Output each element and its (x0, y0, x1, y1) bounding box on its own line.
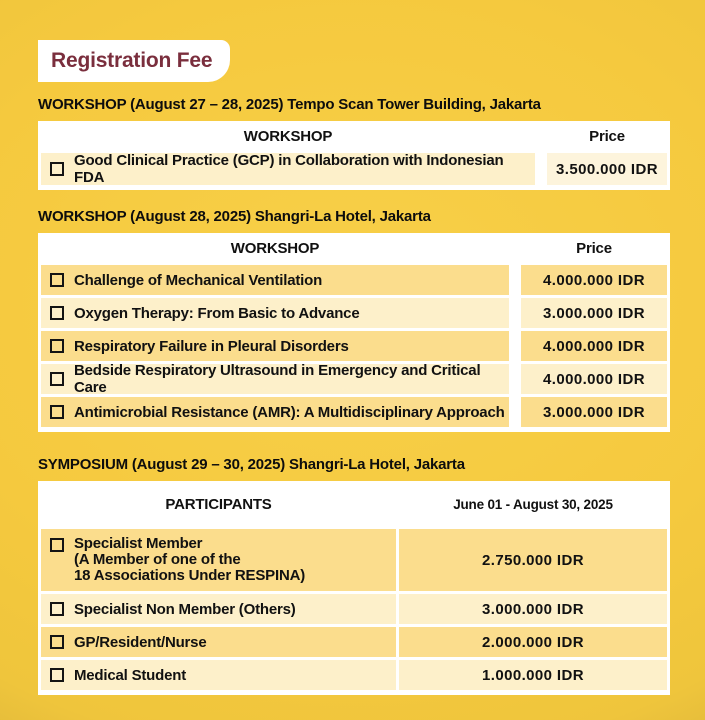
table-row (41, 298, 667, 328)
workshop-label: Good Clinical Practice (GCP) in Collaboration with Indonesian FDA (74, 152, 504, 186)
participant-label-line2: (A Member of one of the (74, 551, 241, 568)
section-workshop-shangrila (38, 208, 670, 432)
row-checkbox[interactable] (50, 273, 64, 287)
row-checkbox[interactable] (50, 635, 64, 649)
column-header-workshop: WORKSHOP (230, 239, 320, 257)
row-checkbox[interactable] (50, 339, 64, 353)
table-header-row (41, 121, 667, 151)
workshop-name-cell (41, 265, 509, 295)
row-checkbox[interactable] (50, 162, 64, 176)
price-cell: 3.000.000 IDR (399, 594, 667, 624)
section-heading: WORKSHOP (August 28, 2025) Shangri-La Hotel, Jakarta (38, 208, 431, 225)
table-header-row (41, 481, 667, 527)
workshop-shangrila-table (38, 233, 670, 432)
price-cell: 1.000.000 IDR (399, 660, 667, 690)
table-row (41, 529, 667, 591)
row-checkbox[interactable] (50, 668, 64, 682)
workshop-label: Antimicrobial Resistance (AMR): A Multidisciplinary Approach (74, 403, 505, 421)
column-divider (509, 364, 521, 394)
page-title-box (38, 40, 230, 82)
workshop-tempo-scan-table (38, 121, 670, 190)
column-header-price: Price (589, 127, 625, 145)
table-row (41, 331, 667, 361)
symposium-table (38, 481, 670, 695)
row-checkbox[interactable] (50, 538, 64, 552)
participant-name-cell (41, 529, 396, 591)
column-header-workshop: WORKSHOP (243, 127, 333, 145)
participant-label-line3: 18 Associations Under RESPINA) (74, 567, 306, 584)
table-row (41, 397, 667, 427)
price-cell: 4.000.000 IDR (521, 364, 667, 394)
price-cell: 3.000.000 IDR (521, 397, 667, 427)
section-heading: WORKSHOP (August 27 – 28, 2025) Tempo Scan Tower Building, Jakarta (38, 96, 541, 113)
table-row (41, 660, 667, 690)
participant-name-cell (41, 594, 396, 624)
row-checkbox[interactable] (50, 602, 64, 616)
participant-name-cell (41, 627, 396, 657)
table-row (41, 364, 667, 394)
participant-name-cell (41, 660, 396, 690)
column-divider (509, 331, 521, 361)
section-workshop-tempo-scan (38, 96, 670, 190)
column-header-participants: PARTICIPANTS (165, 495, 272, 513)
workshop-name-cell (41, 331, 509, 361)
workshop-name-cell (41, 364, 509, 394)
workshop-name-cell (41, 397, 509, 427)
workshop-label: Oxygen Therapy: From Basic to Advance (74, 304, 360, 322)
table-row (41, 265, 667, 295)
row-checkbox[interactable] (50, 372, 64, 386)
table-row (41, 153, 667, 185)
table-header-row (41, 233, 667, 263)
column-divider (509, 265, 521, 295)
participant-label: GP/Resident/Nurse (74, 633, 207, 651)
column-divider (535, 153, 547, 185)
workshop-label: Bedside Respiratory Ultrasound in Emergency and Critical Care (74, 362, 481, 396)
price-cell: 4.000.000 IDR (521, 265, 667, 295)
row-checkbox[interactable] (50, 306, 64, 320)
section-heading: SYMPOSIUM (August 29 – 30, 2025) Shangri-La Hotel, Jakarta (38, 456, 465, 473)
row-checkbox[interactable] (50, 405, 64, 419)
participant-label: Specialist Non Member (Others) (74, 600, 296, 618)
table-row (41, 594, 667, 624)
price-cell: 3.500.000 IDR (547, 153, 667, 185)
price-cell: 2.750.000 IDR (399, 529, 667, 591)
workshop-label: Challenge of Mechanical Ventilation (74, 271, 323, 289)
page-title: Registration Fee (51, 49, 213, 72)
participant-label (74, 536, 305, 584)
price-cell: 3.000.000 IDR (521, 298, 667, 328)
participant-label: Medical Student (74, 666, 187, 684)
participant-label-line1: Specialist Member (74, 535, 203, 552)
section-symposium (38, 456, 670, 695)
column-divider (509, 298, 521, 328)
column-header-date-range: June 01 - August 30, 2025 (453, 496, 613, 512)
column-divider (509, 397, 521, 427)
price-cell: 4.000.000 IDR (521, 331, 667, 361)
workshop-name-cell (41, 153, 535, 185)
price-cell: 2.000.000 IDR (399, 627, 667, 657)
workshop-label: Respiratory Failure in Pleural Disorders (74, 337, 349, 355)
table-row (41, 627, 667, 657)
column-header-price: Price (576, 239, 612, 257)
workshop-name-cell (41, 298, 509, 328)
